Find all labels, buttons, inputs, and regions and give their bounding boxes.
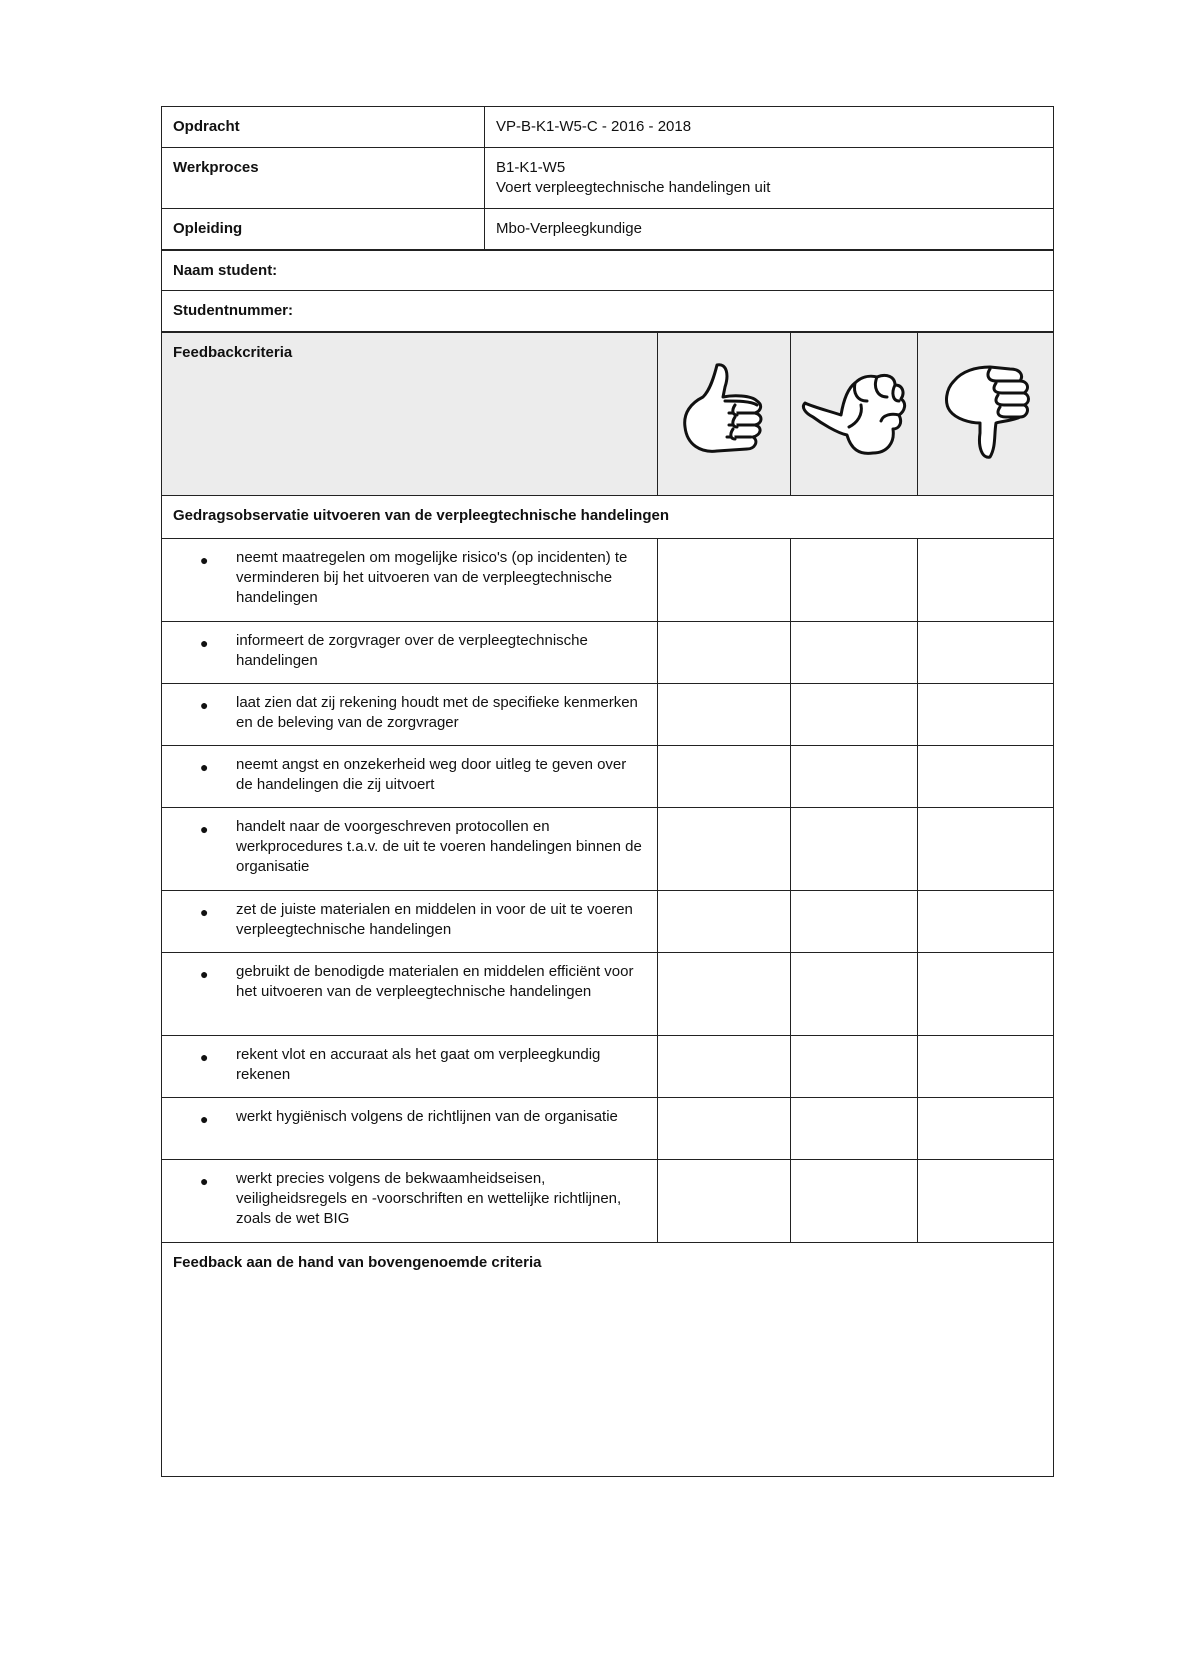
criterion-row [162,538,1054,621]
rating-cell-positive[interactable] [658,745,791,807]
bullet-icon: ● [200,1110,209,1127]
rating-cell-negative[interactable] [918,1159,1054,1242]
column-thumbs-up [658,332,791,495]
criterion-text: informeert de zorgvrager over de verpleegtechnische handelingen [236,631,588,669]
criterion-text: neemt angst en onzekerheid weg door uitleg te geven over de handelingen die zij uitvoert [236,755,627,793]
rating-cell-neutral[interactable] [791,1159,918,1242]
thumbs-down-icon [940,359,1032,463]
feedback-field[interactable] [162,1242,1054,1476]
opdracht-label: Opdracht [173,118,240,135]
werkproces-desc: Voert verpleegtechnische handelingen uit [496,179,771,196]
rating-cell-negative[interactable] [918,952,1054,1035]
werkproces-label-cell [162,148,485,209]
criterion-row [162,1159,1054,1242]
bullet-icon: ● [200,696,209,713]
criterion-text: neemt maatregelen om mogelijke risico's (op incidenten) te verminderen bij het uitvoeren van de verpleegtechnische handelingen [236,548,628,606]
rating-cell-positive[interactable] [658,538,791,621]
assessment-form [161,106,1053,1477]
section-title: Gedragsobservatie uitvoeren van de verpleegtechnische handelingen [173,506,669,524]
criterion-text: gebruikt de benodigde materialen en middelen efficiënt voor het uitvoeren van de verpleegtechnische handelingen [236,962,634,1000]
thumbs-sideways-icon [799,363,909,459]
criterion-text: werkt precies volgens de bekwaamheidseisen, veiligheidsregels en -voorschriften en wettelijke richtlijnen, zoals de wet BIG [236,1169,622,1227]
thumbs-up-icon [677,361,771,461]
bullet-icon: ● [200,820,209,837]
column-thumbs-down [918,332,1054,495]
werkproces-value-cell[interactable] [485,148,1054,209]
criterion-text: laat zien dat zij rekening houdt met de specifieke kenmerken en de beleving van de zorgvrager [236,693,638,731]
criterion-row [162,890,1054,952]
rating-cell-neutral[interactable] [791,807,918,890]
feedback-label: Feedback aan de hand van bovengenoemde criteria [173,1253,542,1271]
rating-cell-positive[interactable] [658,1035,791,1097]
criterion-row [162,1035,1054,1097]
rating-cell-positive[interactable] [658,890,791,952]
feedbackcriteria-header [162,332,658,495]
rating-cell-neutral[interactable] [791,683,918,745]
rating-cell-neutral[interactable] [791,538,918,621]
column-thumbs-sideways [791,332,918,495]
criterion-row [162,952,1054,1035]
rating-cell-negative[interactable] [918,745,1054,807]
rating-cell-positive[interactable] [658,1097,791,1159]
rating-cell-negative[interactable] [918,1035,1054,1097]
bullet-icon: ● [200,634,209,651]
rating-cell-neutral[interactable] [791,890,918,952]
feedbackcriteria-label: Feedbackcriteria [173,344,293,361]
rating-cell-negative[interactable] [918,807,1054,890]
rating-cell-positive[interactable] [658,807,791,890]
criteria-table [161,331,1054,1477]
rating-cell-negative[interactable] [918,683,1054,745]
criterion-row [162,683,1054,745]
bullet-icon: ● [200,903,209,920]
bullet-icon: ● [200,551,209,568]
opleiding-label-cell [162,209,485,250]
info-table [161,106,1054,332]
werkproces-label: Werkproces [173,159,259,176]
rating-cell-negative[interactable] [918,538,1054,621]
criterion-text: zet de juiste materialen en middelen in voor de uit te voeren verpleegtechnische handelingen [236,900,633,938]
rating-cell-positive[interactable] [658,952,791,1035]
rating-cell-positive[interactable] [658,683,791,745]
bullet-icon: ● [200,965,209,982]
criterion-row [162,621,1054,683]
rating-cell-neutral[interactable] [791,621,918,683]
studentnummer-label: Studentnummer: [173,302,293,319]
opdracht-label-cell [162,107,485,148]
rating-cell-negative[interactable] [918,890,1054,952]
bullet-icon: ● [200,1172,209,1189]
rating-cell-positive[interactable] [658,1159,791,1242]
rating-cell-positive[interactable] [658,621,791,683]
rating-cell-neutral[interactable] [791,952,918,1035]
rating-cell-neutral[interactable] [791,745,918,807]
criterion-text: werkt hygiënisch volgens de richtlijnen van de organisatie [236,1107,618,1125]
naam-student-field[interactable] [162,250,1054,291]
werkproces-code: B1-K1-W5 [496,159,566,176]
rating-cell-neutral[interactable] [791,1097,918,1159]
section-title-cell [162,495,1054,538]
opleiding-value: Mbo-Verpleegkundige [496,220,642,237]
opdracht-value-cell[interactable] [485,107,1054,148]
opleiding-value-cell[interactable] [485,209,1054,250]
criterion-row [162,745,1054,807]
criterion-text: handelt naar de voorgeschreven protocollen en werkprocedures t.a.v. de uit te voeren handelingen binnen de organisatie [236,817,642,875]
criterion-text: rekent vlot en accuraat als het gaat om verpleegkundig rekenen [236,1045,601,1083]
rating-cell-neutral[interactable] [791,1035,918,1097]
studentnummer-field[interactable] [162,291,1054,332]
rating-cell-negative[interactable] [918,1097,1054,1159]
criterion-row [162,807,1054,890]
naam-student-label: Naam student: [173,261,278,279]
bullet-icon: ● [200,758,209,775]
opdracht-value: VP-B-K1-W5-C - 2016 - 2018 [496,118,692,135]
criterion-row [162,1097,1054,1159]
bullet-icon: ● [200,1048,209,1065]
opleiding-label: Opleiding [173,220,243,237]
rating-cell-negative[interactable] [918,621,1054,683]
